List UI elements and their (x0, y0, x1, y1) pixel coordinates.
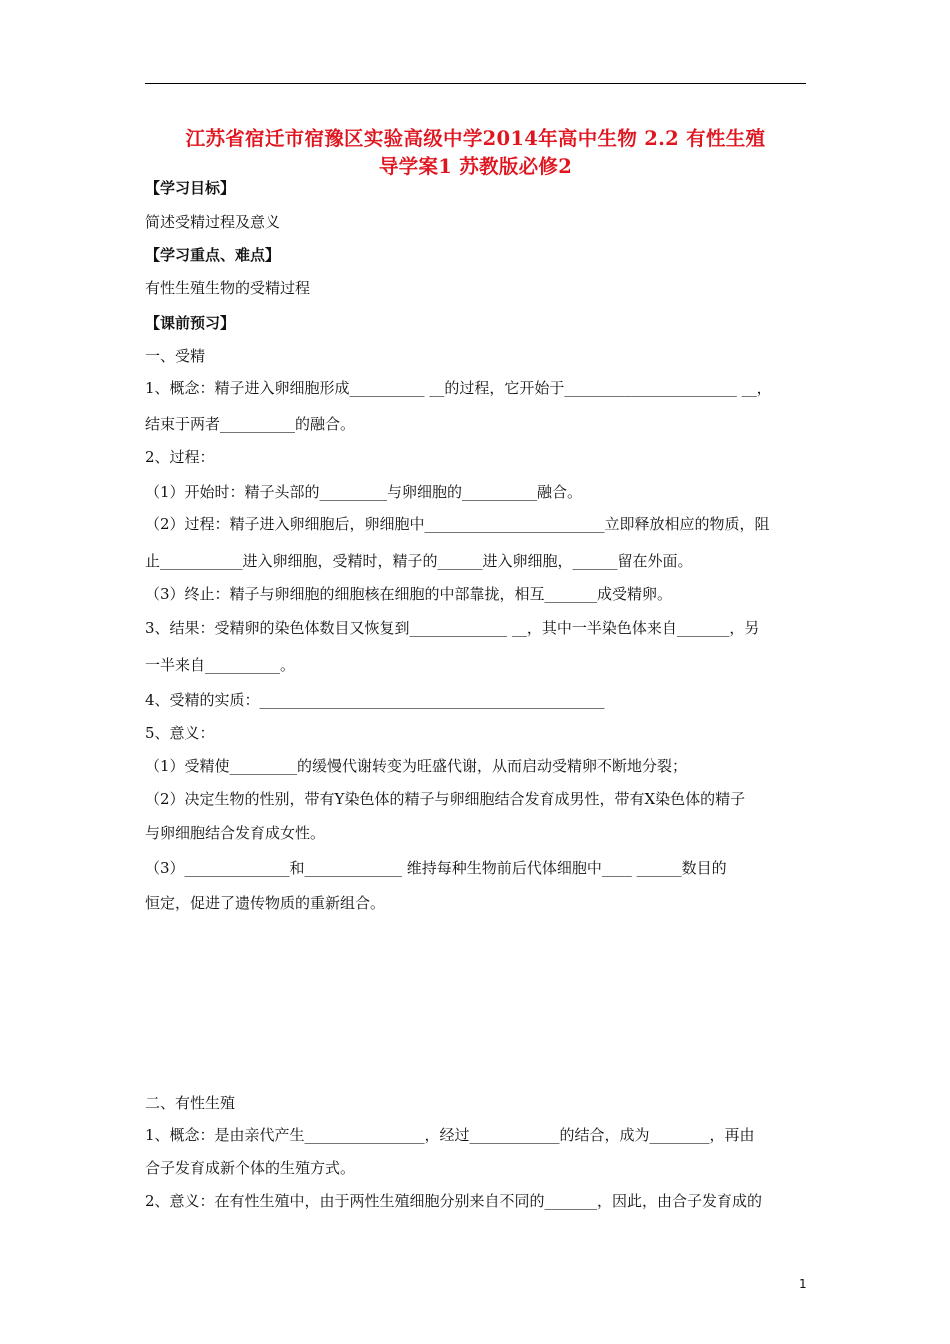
body-line: 合子发育成新个体的生殖方式。 (145, 1159, 356, 1177)
body-line: （2）过程：精子进入卵细胞后，卵细胞中________________________立即释放相应的物质，阻 (145, 515, 770, 533)
body-line: 二、有性生殖 (145, 1094, 236, 1112)
body-line: 止___________进入卵细胞，受精时，精子的______进入卵细胞，______留在外面。 (145, 552, 693, 570)
document-title-line-2: 导学案1 苏教版必修2 (378, 155, 573, 178)
body-line: 2、过程： (145, 448, 215, 466)
page-number: 1 (799, 1277, 807, 1291)
body-line: 简述受精过程及意义 (145, 213, 281, 231)
body-line: 一、受精 (145, 347, 206, 365)
body-line: 5、意义： (145, 724, 215, 742)
body-line: （3）______________和_____________ 维持每种生物前后代体细胞中____ ______数目的 (145, 859, 727, 877)
body-line: 有性生殖生物的受精过程 (145, 279, 311, 297)
body-line: 结束于两者__________的融合。 (145, 415, 356, 433)
body-line: 恒定，促进了遗传物质的重新组合。 (145, 894, 386, 912)
body-line: （3）终止：精子与卵细胞的细胞核在细胞的中部靠拢，相互_______成受精卵。 (145, 585, 673, 603)
section-heading: 【学习重点、难点】 (145, 246, 281, 264)
body-line: （1）受精使_________的缓慢代谢转变为旺盛代谢，从而启动受精卵不断地分裂； (145, 757, 688, 775)
header-rule (145, 83, 806, 84)
body-line: （2）决定生物的性别，带有Y染色体的精子与卵细胞结合发育成男性，带有X染色体的精子 (145, 790, 746, 808)
section-heading: 【学习目标】 (145, 179, 236, 197)
body-line: 1、概念：精子进入卵细胞形成__________ __的过程，它开始于_______________________ __， (145, 379, 772, 397)
section-heading: 【课前预习】 (145, 314, 236, 332)
body-line: 2、意义：在有性生殖中，由于两性生殖细胞分别来自不同的_______，因此，由合子发育成的 (145, 1192, 763, 1210)
document-title-line-1: 江苏省宿迁市宿豫区实验高级中学2014年高中生物 2.2 有性生殖 (185, 127, 766, 150)
body-line: 与卵细胞结合发育成女性。 (145, 824, 326, 842)
body-line: （1）开始时：精子头部的_________与卵细胞的__________融合。 (145, 483, 583, 501)
body-line: 3、结果：受精卵的染色体数目又恢复到_____________ __，其中一半染色体来自_______，另 (145, 619, 760, 637)
body-line: 4、受精的实质：______________________________________________ (145, 691, 605, 709)
body-line: 1、概念：是由亲代产生________________，经过____________的结合，成为________，再由 (145, 1126, 755, 1144)
body-line: 一半来自__________。 (145, 656, 296, 674)
